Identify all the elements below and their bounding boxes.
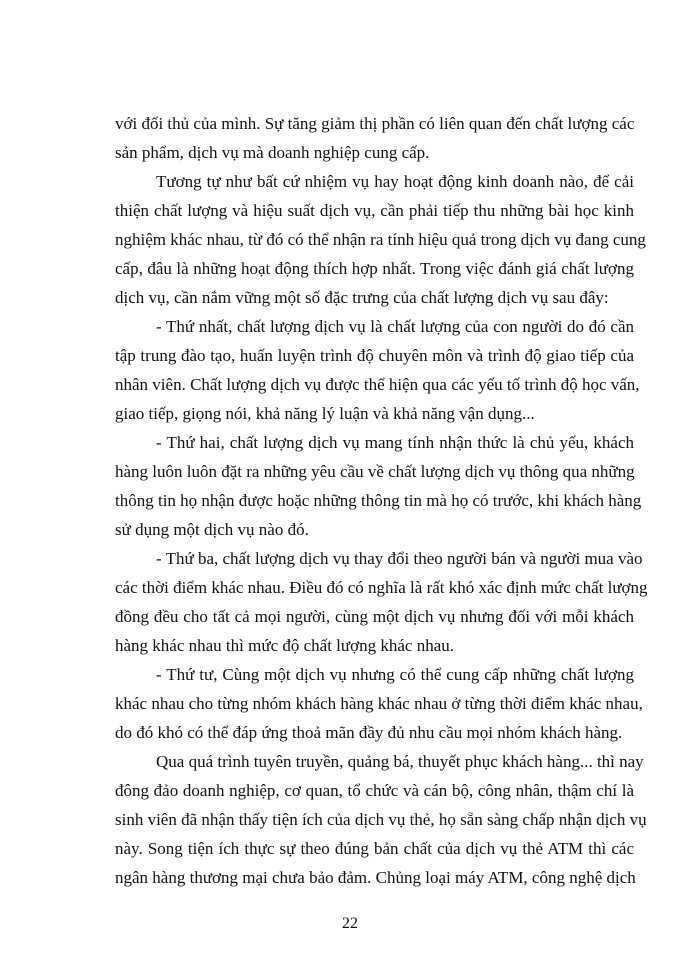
text-line: ngân hàng thương mại chưa bảo đảm. Chủng loại máy ATM, công nghệ dịch: [115, 868, 636, 887]
text-line: sinh viên đã nhận thấy tiện ích của dịch vụ thẻ, họ sẵn sàng chấp nhận dịch vụ: [115, 810, 647, 829]
text-line: với đối thủ của mình. Sự tăng giảm thị phần có liên quan đến chất lượng các: [115, 114, 635, 133]
text-line: thiện chất lượng và hiệu suất dịch vụ, cần phải tiếp thu những bài học kinh: [115, 201, 634, 220]
text-line: khác nhau cho từng nhóm khách hàng khác nhau ở từng thời điểm khác nhau,: [115, 694, 643, 713]
text-line: do đó khó có thể đáp ứng thoả mãn đầy đủ nhu cầu mọi nhóm khách hàng.: [115, 723, 623, 742]
text-line: - Thứ ba, chất lượng dịch vụ thay đổi theo người bán và người mua vào: [156, 549, 643, 568]
text-line: - Thứ tư, Cùng một dịch vụ nhưng có thể cung cấp những chất lượng: [156, 665, 634, 684]
text-line: tập trung đào tạo, huấn luyện trình độ chuyên môn và trình độ giao tiếp của: [115, 346, 634, 365]
page-number: 22: [342, 915, 358, 932]
text-line: cấp, đâu là những hoạt động thích hợp nhất. Trong việc đánh giá chất lượng: [115, 259, 634, 278]
text-line: hàng luôn luôn đặt ra những yêu cầu về chất lượng dịch vụ thông qua những: [115, 462, 635, 481]
text-line: thông tin họ nhận được hoặc những thông tin mà họ có trước, khi khách hàng: [115, 491, 642, 510]
text-line: đông đảo doanh nghiệp, cơ quan, tổ chức và cán bộ, công nhân, thậm chí là: [115, 781, 634, 800]
text-line: Tương tự như bất cứ nhiệm vụ hay hoạt động kinh doanh nào, để cải: [156, 172, 634, 191]
text-line: sản phẩm, dịch vụ mà doanh nghiệp cung cấp.: [115, 143, 430, 162]
text-line: này. Song tiện ích thực sự theo đúng bản chất của dịch vụ thẻ ATM thì các: [115, 839, 634, 858]
text-line: Qua quá trình tuyên truyền, quảng bá, thuyết phục khách hàng... thì nay: [156, 752, 644, 771]
text-line: giao tiếp, giọng nói, khả năng lý luận và khả năng vận dụng...: [115, 404, 535, 423]
text-line: các thời điểm khác nhau. Điều đó có nghĩa là rất khó xác định mức chất lượng: [115, 578, 648, 597]
text-line: đồng đều cho tất cả mọi người, cùng một dịch vụ nhưng đối với mỗi khách: [115, 607, 634, 626]
text-line: nghiệm khác nhau, từ đó có thể nhận ra tính hiệu quả trong dịch vụ đang cung: [115, 230, 646, 249]
text-line: - Thứ nhất, chất lượng dịch vụ là chất lượng của con người do đó cần: [156, 317, 634, 336]
text-line: - Thứ hai, chất lượng dịch vụ mang tính nhận thức là chủ yếu, khách: [156, 433, 634, 452]
text-line: dịch vụ, cần nắm vững một số đặc trưng của chất lượng dịch vụ sau đây:: [115, 288, 609, 307]
text-line: hàng khác nhau thì mức độ chất lượng khác nhau.: [115, 636, 454, 655]
text-line: sử dụng một dịch vụ nào đó.: [115, 520, 309, 539]
text-line: nhân viên. Chất lượng dịch vụ được thể hiện qua các yếu tố trình độ học vấn,: [115, 375, 640, 394]
